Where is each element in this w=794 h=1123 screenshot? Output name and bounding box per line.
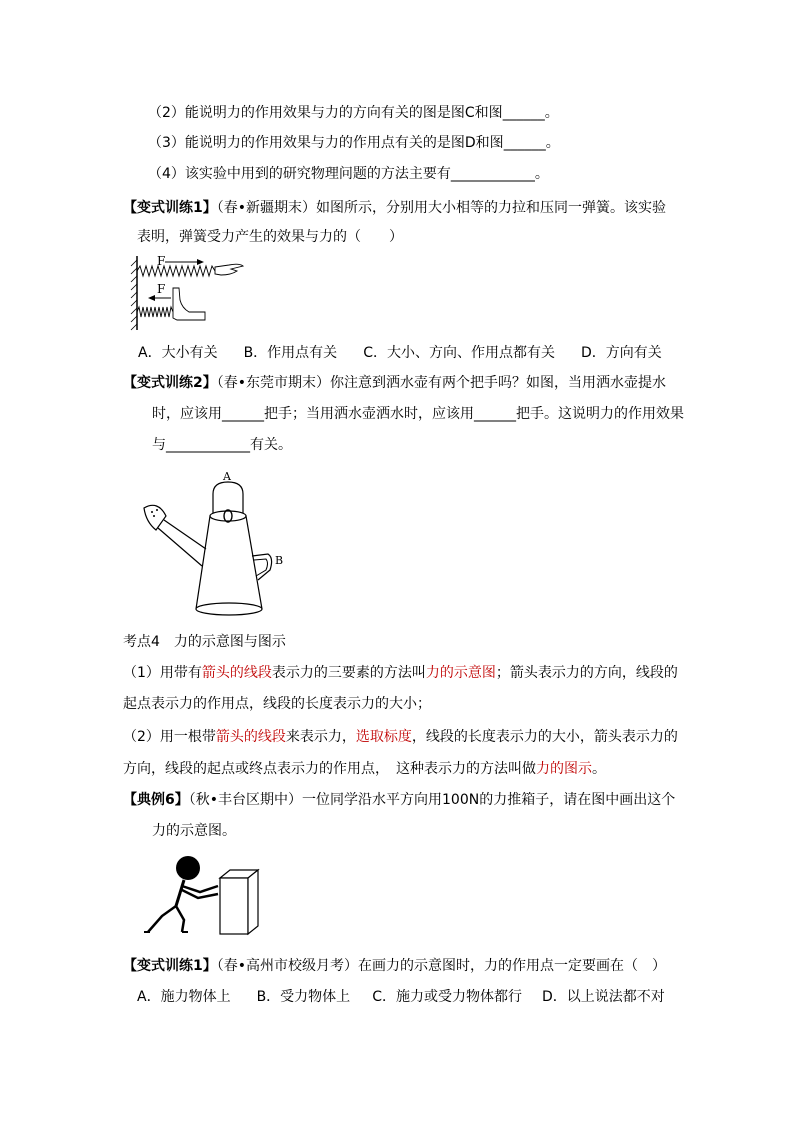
option-c-2[interactable]: C．施力或受力物体都行	[372, 989, 522, 1005]
exercise-2-line-1	[123, 374, 666, 392]
force-label-bottom: F	[157, 282, 166, 296]
push-box-figure	[140, 852, 270, 938]
p1-emphasis-2: 力的示意图	[425, 665, 496, 681]
blank-1[interactable]: ______	[222, 406, 264, 422]
exercise-2-text-3a: 与	[152, 437, 166, 453]
exercise-2-head: 【变式训练2】	[123, 375, 217, 391]
question-2-text: （2）能说明力的作用效果与力的方向有关的图是图C和图	[148, 105, 503, 121]
p2-emphasis-2: 选取标度	[355, 729, 412, 745]
question-4-text: （4）该实验中用到的研究物理问题的方法主要有	[148, 166, 451, 182]
blank-3[interactable]: ____________	[166, 437, 250, 453]
option-a-2[interactable]: A．施力物体上	[137, 989, 231, 1005]
question-2-blank[interactable]: ______	[502, 105, 545, 121]
p2-text-c: ，线段的长度表示力的大小，箭头表示力的	[411, 729, 678, 745]
p2-emphasis-1: 箭头的线段	[215, 729, 286, 745]
question-3	[148, 134, 560, 152]
p1-text-line-2: 起点表示力的作用点，线段的长度表示力的大小；	[123, 696, 431, 712]
spring-figure	[127, 254, 247, 332]
exercise-2-text-2b: 把手；当用洒水壶洒水时，应该用	[264, 406, 474, 422]
exercise-1-line-2	[137, 228, 403, 246]
p2-text-line-2a: 方向，线段的起点或终点表示力的作用点， 这种表示力的方法叫做	[123, 761, 536, 777]
key-point-4-p1-line-2	[123, 695, 431, 713]
exercise-3-text-1: （春•高州市校级月考）在画力的示意图时，力的作用点一定要画在（ ）	[216, 958, 667, 974]
blank-2[interactable]: ______	[474, 406, 516, 422]
exercise-2-text-1: （春•东莞市期末）你注意到洒水壶有两个把手吗？如图，当用洒水壶提水	[216, 375, 667, 391]
key-point-4-p2-line-2	[123, 760, 606, 778]
question-4-end: 。	[534, 166, 549, 182]
option-a[interactable]: A．大小有关	[138, 345, 218, 361]
option-d[interactable]: D．方向有关	[580, 345, 662, 361]
exercise-1-text-1: （春•新疆期末）如图所示，分别用大小相等的力拉和压同一弹簧。该实验	[216, 200, 667, 216]
key-point-4-p1-line-1	[123, 664, 678, 682]
question-4-blank[interactable]: ____________	[450, 166, 535, 182]
handle-label-a: A	[223, 470, 231, 483]
exercise-2-text-2a: 时，应该用	[152, 406, 222, 422]
watering-can-figure	[138, 464, 298, 620]
exercise-3-line-1	[123, 957, 666, 975]
option-c[interactable]: C．大小、方向、作用点都有关	[363, 345, 555, 361]
exercise-2-line-3	[152, 436, 292, 454]
p1-text-b: 表示力的三要素的方法叫	[271, 665, 426, 681]
p2-emphasis-3: 力的图示	[536, 761, 592, 777]
example-6-line-2	[152, 822, 236, 840]
question-3-end: 。	[545, 135, 560, 151]
exercise-2-text-2c: 把手。这说明力的作用效果	[516, 406, 684, 422]
option-b[interactable]: B．作用点有关	[243, 345, 338, 361]
exercise-1-head: 【变式训练1】	[123, 200, 217, 216]
force-label-top: F	[157, 254, 166, 268]
question-2	[148, 104, 559, 122]
exercise-1-line-1	[123, 199, 666, 217]
exercise-2-text-3b: 有关。	[250, 437, 292, 453]
question-2-end: 。	[544, 105, 559, 121]
key-point-4-title	[123, 633, 286, 651]
example-6-line-1	[123, 791, 675, 809]
handle-label-b: B	[275, 554, 284, 567]
example-6-text-1: （秋•丰台区期中）一位同学沿水平方向用100N的力推箱子，请在图中画出这个	[188, 792, 676, 808]
exercise-2-line-2	[152, 405, 684, 423]
question-3-text: （3）能说明力的作用效果与力的作用点有关的是图D和图	[148, 135, 504, 151]
p1-emphasis-1: 箭头的线段	[201, 665, 272, 681]
option-b-2[interactable]: B．受力物体上	[256, 989, 351, 1005]
exercise-1-text-2: 表明，弹簧受力产生的效果与力的（ ）	[137, 229, 403, 245]
p2-text-line-2b: 。	[592, 761, 606, 777]
example-6-text-2: 力的示意图。	[152, 823, 236, 839]
question-4	[148, 165, 549, 183]
option-d-2[interactable]: D．以上说法都不对	[541, 989, 665, 1005]
example-6-head: 【典例6】	[123, 792, 189, 808]
p2-text-b: 来表示力，	[285, 729, 356, 745]
p1-text-c: ；箭头表示力的方向，线段的	[495, 665, 678, 681]
exercise-3-head: 【变式训练1】	[123, 958, 217, 974]
key-point-4-title-text: 考点4 力的示意图与图示	[123, 634, 286, 650]
exercise-1-options	[138, 344, 662, 362]
p1-text-a: （1）用带有	[123, 665, 202, 681]
exercise-3-options	[137, 988, 665, 1006]
p2-text-a: （2）用一根带	[123, 729, 216, 745]
question-3-blank[interactable]: ______	[503, 135, 546, 151]
key-point-4-p2-line-1	[123, 728, 678, 746]
